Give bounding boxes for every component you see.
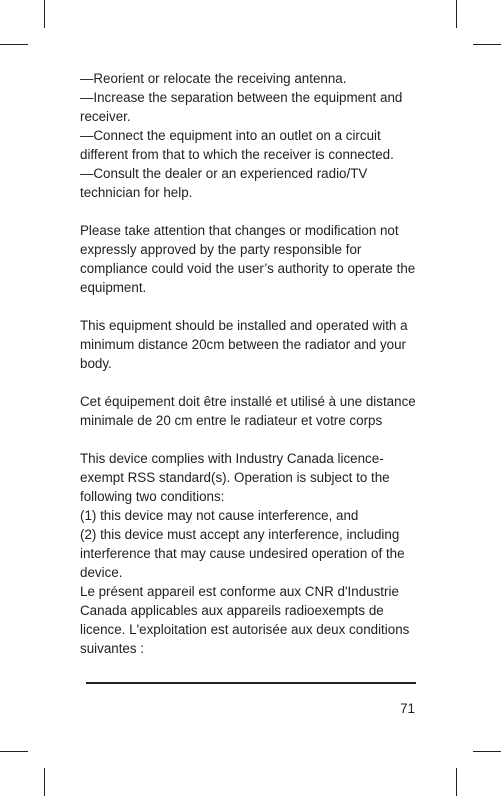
page-body (80, 69, 425, 658)
industry-canada-statement (80, 449, 425, 658)
bullet-consult-dealer: —Consult the dealer or an experienced radio/TV technician for help. (80, 166, 368, 200)
crop-mark-bottom-left-horizontal (0, 751, 28, 752)
ic-statement-fr: Le présent appareil est conforme aux CNR d'Industrie Canada applicables aux appareils radioexempts de licence. L'exploitation est autorisée aux deux conditions suivantes : (80, 584, 410, 656)
interference-measures-list (80, 69, 425, 202)
ic-condition-2: (2) this device must accept any interference, including interference that may cause undesired operation of the device. (80, 527, 405, 580)
crop-mark-top-left-horizontal (0, 44, 28, 45)
crop-mark-top-right-horizontal (473, 44, 501, 45)
rf-distance-paragraph-en: This equipment should be installed and operated with a minimum distance 20cm between the radiator and your body. (80, 318, 408, 371)
crop-mark-bottom-left-vertical (44, 768, 45, 796)
bullet-increase-separation: —Increase the separation between the equipment and receiver. (80, 90, 403, 124)
crop-mark-top-left-vertical (44, 0, 45, 28)
footer-divider (86, 682, 416, 684)
ic-condition-1: (1) this device may not cause interference, and (80, 508, 359, 523)
ic-compliance-intro: This device complies with Industry Canada licence-exempt RSS standard(s). Operation is subject to the following two conditions: (80, 451, 390, 504)
crop-mark-top-right-vertical (456, 0, 457, 28)
crop-mark-bottom-right-horizontal (473, 751, 501, 752)
bullet-reorient-antenna: —Reorient or relocate the receiving antenna. (80, 71, 347, 86)
page-number: 71 (400, 701, 415, 716)
rf-distance-paragraph-fr: Cet équipement doit être installé et utilisé à une distance minimale de 20 cm entre le radiateur et votre corps (80, 394, 416, 428)
modification-warning-paragraph: Please take attention that changes or modification not expressly approved by the party responsible for compliance could void the user’s authority to operate the equipment. (80, 223, 416, 295)
crop-mark-bottom-right-vertical (456, 768, 457, 796)
bullet-different-circuit: —Connect the equipment into an outlet on a circuit different from that to which the receiver is connected. (80, 128, 394, 162)
